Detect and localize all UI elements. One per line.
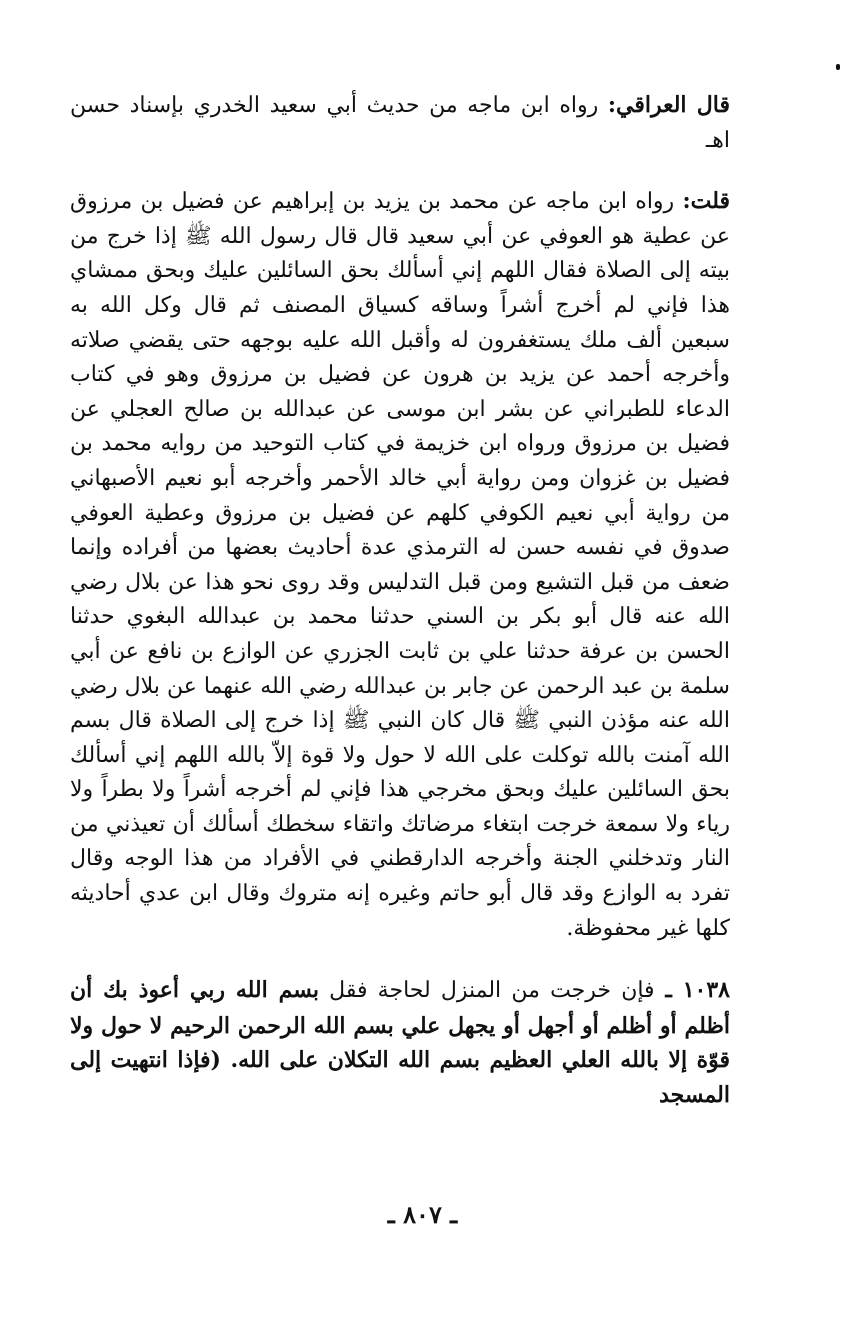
qultu-text: رواه ابن ماجه عن محمد بن يزيد بن إبراهيم عن فضيل بن مرزوق عن عطية هو العوفي عن أبي سعيد قال قال رسول الله ﷺ إذا خرج من بيته إلى الصلاة فقال اللهم إني أسألك بحق السائلين عليك وبحق ممشاي هذا فإني لم أخرج أشراً وساقه كسياق المصنف ثم قال وكل الله به سبعين ألف ملك يستغفرون له وأقبل الله عليه بوجهه حتى يقضي صلاته وأخرجه أحمد عن يزيد بن هرون عن فضيل بن مرزوق وهو في كتاب الدعاء للطبراني عن بشر ابن موسى عن عبدالله بن صالح العجلي عن فضيل بن مرزوق ورواه ابن خزيمة في كتاب التوحيد من روايه محمد بن فضيل بن غزوان ومن رواية أبي خالد الأحمر وأخرجه أبو نعيم الأصبهاني من رواية أبي نعيم الكوفي كلهم عن فضيل بن مرزوق وعطية العوفي صدوق في نفسه حسن له الترمذي عدة أحاديث بعضها من أفراده وإنما ضعف من قبل التشيع ومن قبل التدليس وقد روى نحو هذا عن بلال رضي الله عنه قال أبو بكر بن السني حدثنا محمد بن عبدالله البغوي حدثنا الحسن بن عرفة حدثنا علي بن ثابت الجزري عن الوازع بن نافع عن أبي سلمة بن عبد الرحمن عن جابر بن عبدالله رضي الله عنهما عن بلال رضي الله عنه مؤذن النبي ﷺ قال كان النبي ﷺ إذا خرج إلى الصلاة قال بسم الله آمنت بالله توكلت على الله لا حول ولا قوة إلاّ بالله اللهم إني أسألك بحق السائلين عليك وبحق مخرجي هذا فإني لم أخرجه أشراً ولا بطراً ولا رياء ولا سمعة خرجت ابتغاء مرضاتك واتقاء سخطك أسألك أن تعيذني من النار وتدخلني الجنة وأخرجه الدارقطني في الأفراد من هذا الوجه وقال تفرد به الوازع وقد قال أبو حاتم وغيره إنه متروك وقال ابن عدي أحاديثه كلها غير محفوظة. bbox=[70, 189, 730, 941]
page-number: ـ ٨٠٧ ـ bbox=[387, 1200, 458, 1229]
hadith-paragraph bbox=[70, 973, 730, 1112]
iraqi-lead: قال العراقي: bbox=[607, 92, 730, 118]
hadith-plain-text: فإن خرجت من المنزل لحاجة فقل bbox=[318, 978, 655, 1004]
hadith-bold-text: بسم الله ربي أعوذ بك أن أظلم أو أظلم أو أجهل أو يجهل علي بسم الله الرحمن الرحيم لا حول ولا قوّة إلا بالله العلي العظيم بسم الله التكلان على الله. (فإذا انتهيت إلى المسجد bbox=[70, 977, 730, 1109]
qultu-paragraph bbox=[70, 184, 730, 946]
book-page-body bbox=[70, 88, 730, 1113]
iraqi-text: رواه ابن ماجه من حديث أبي سعيد الخدري بإسناد حسن اهـ bbox=[70, 93, 730, 153]
page-edge-mark bbox=[836, 64, 840, 70]
hadith-number: ١٠٣٨ ـ bbox=[654, 977, 730, 1004]
iraqi-paragraph bbox=[70, 88, 730, 158]
qultu-lead: قلت: bbox=[682, 188, 730, 215]
